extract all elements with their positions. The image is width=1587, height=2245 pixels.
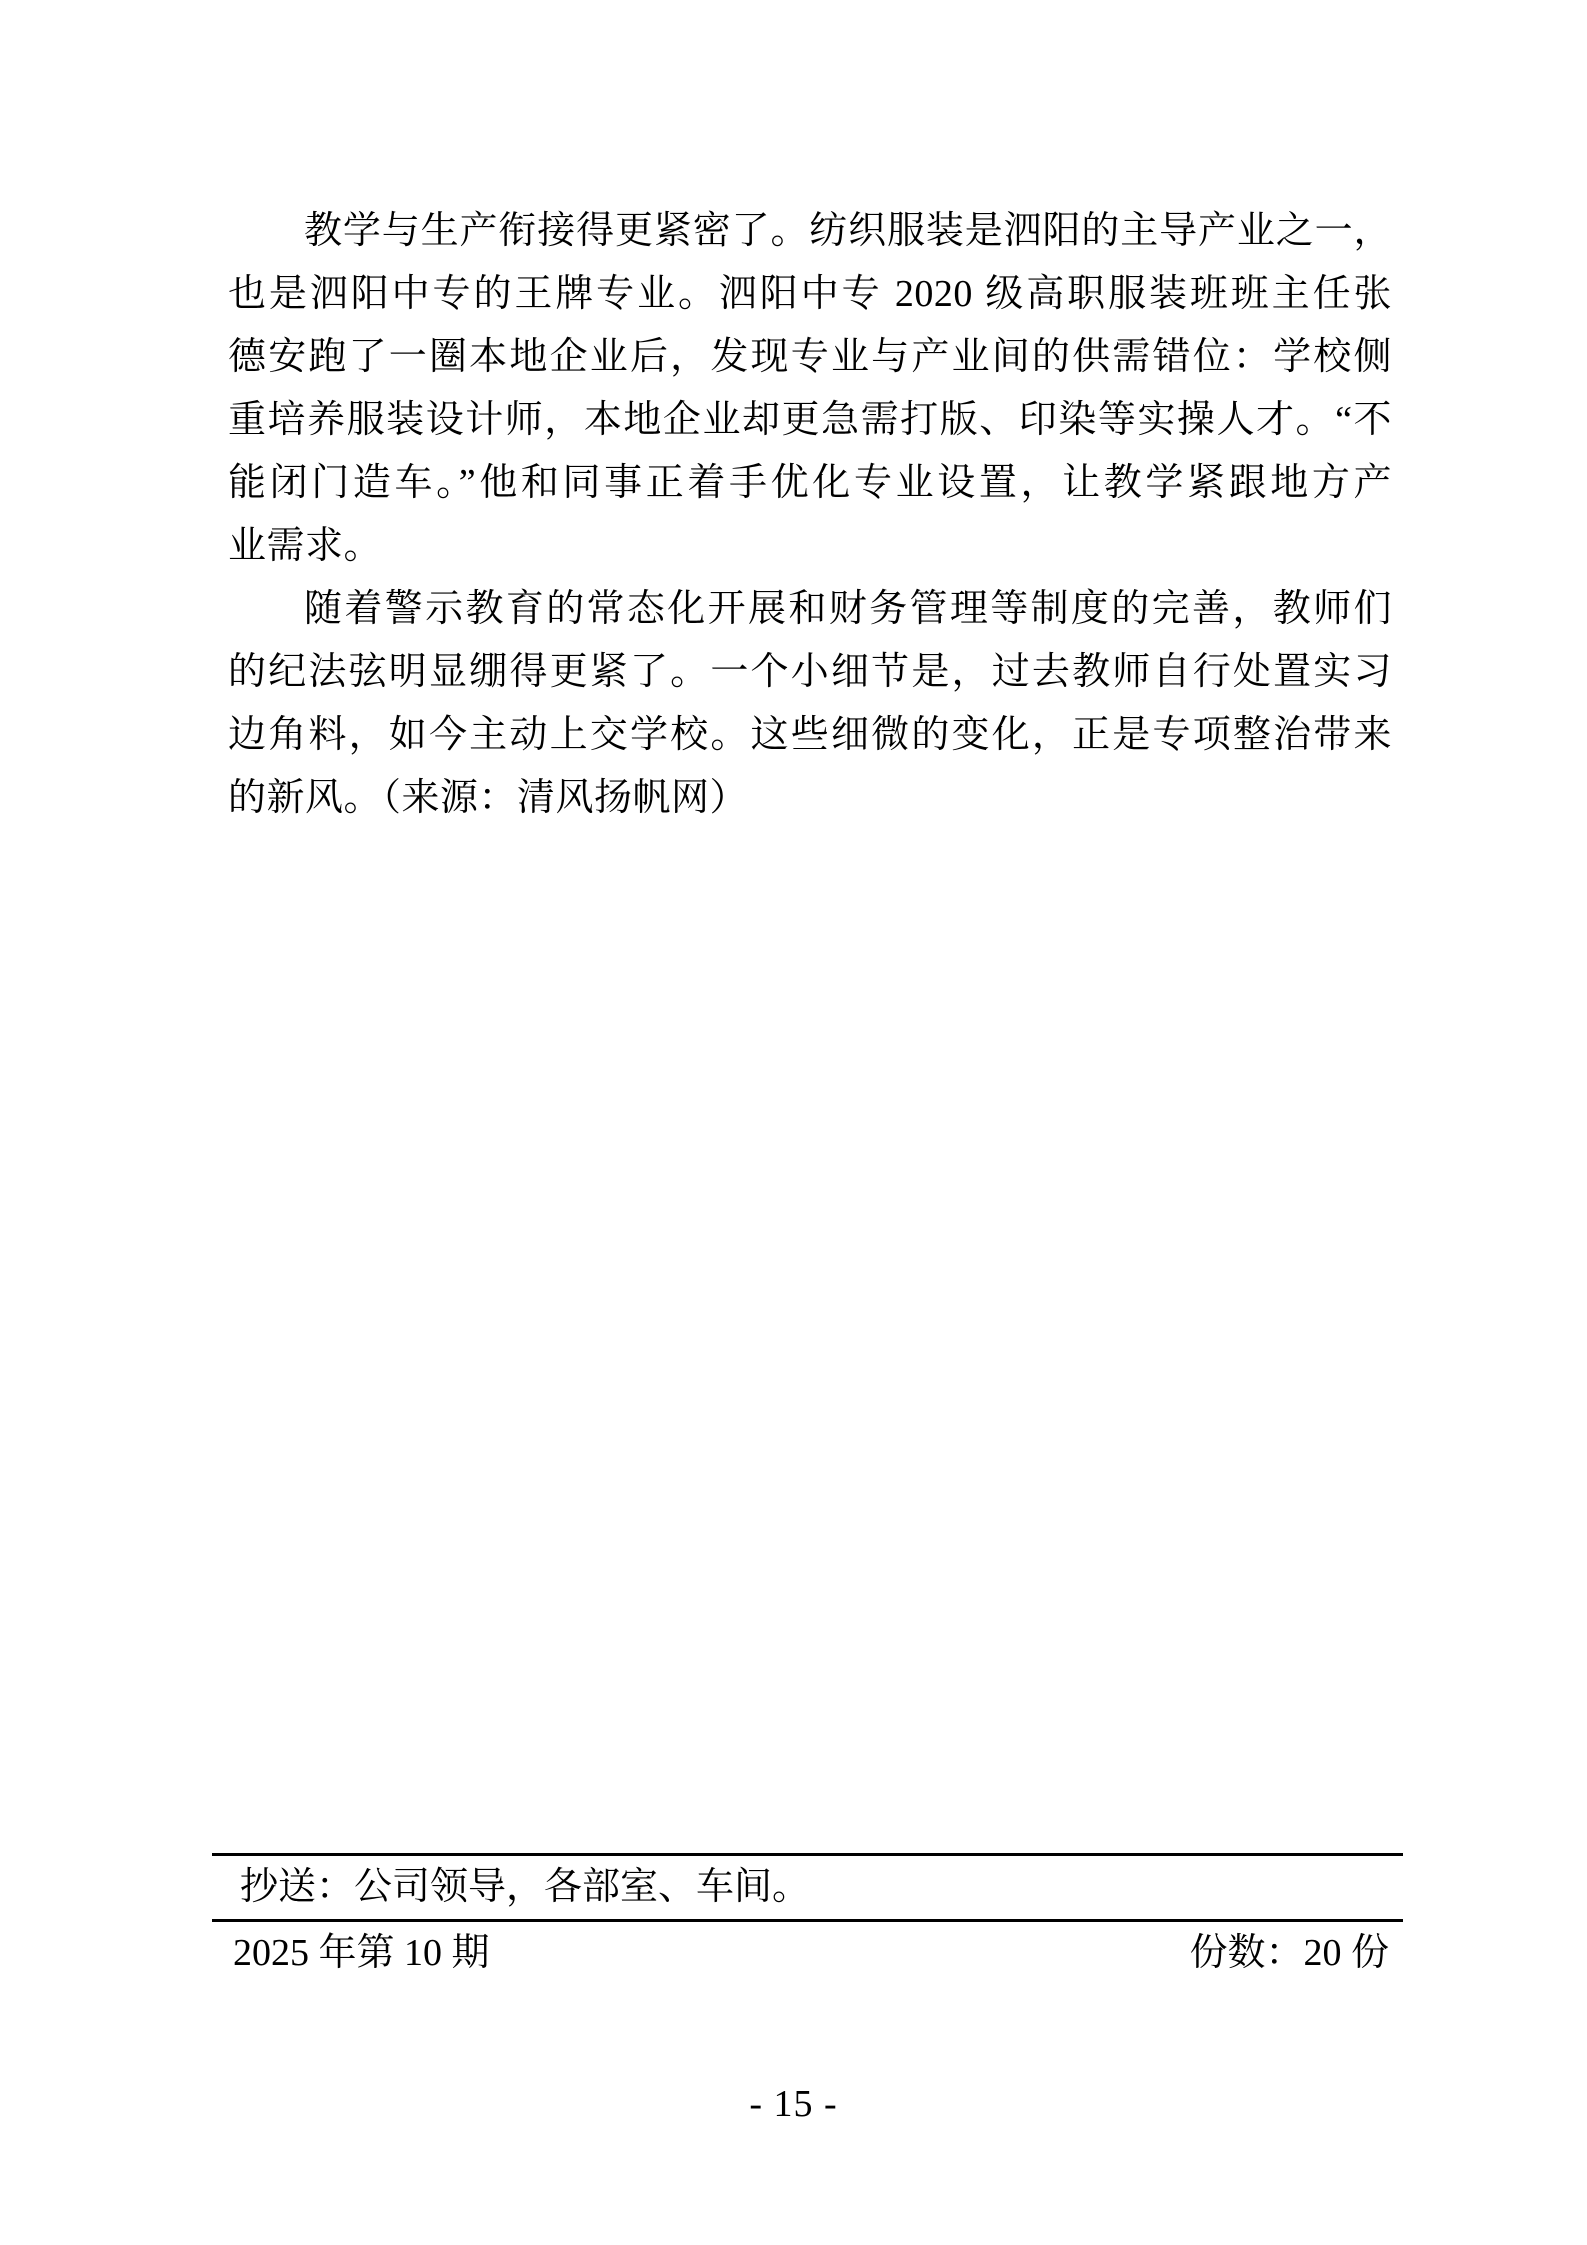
- text-line: 教学与生产衔接得更紧密了。纺织服装是泗阳的主导产业之一，: [304, 210, 1392, 252]
- issue-number: 2025 年第 10 期: [233, 1932, 490, 1974]
- text-line: 能闭门造车。”他和同事正着手优化专业设置，让教学紧跟地方产: [228, 462, 1392, 504]
- text-line: 重培养服装设计师，本地企业却更急需打版、印染等实操人才。“不: [228, 399, 1392, 441]
- text-line: 德安跑了一圈本地企业后，发现专业与产业间的供需错位：学校侧: [228, 336, 1392, 378]
- footer: [212, 1853, 1403, 1984]
- text-line: 随着警示教育的常态化开展和财务管理等制度的完善，教师们: [304, 588, 1392, 630]
- copy-to-row: [212, 1856, 1403, 1919]
- document-body: [228, 200, 1392, 830]
- text-line: 也是泗阳中专的王牌专业。泗阳中专 2020 级高职服装班班主任张: [228, 273, 1392, 315]
- issue-row: [212, 1922, 1403, 1984]
- text-line: 的纪法弦明显绷得更紧了。一个小细节是，过去教师自行处置实习: [228, 651, 1392, 693]
- text-line: 业需求。: [228, 525, 383, 567]
- page-number: - 15 -: [749, 2083, 838, 2125]
- copy-to-text: 抄送：公司领导，各部室、车间。: [240, 1866, 811, 1908]
- text-line: 的新风。（来源：清风扬帆网）: [228, 777, 749, 819]
- text-line: 边角料，如今主动上交学校。这些细微的变化，正是专项整治带来: [228, 714, 1392, 756]
- copies-count: 份数：20 份: [1189, 1932, 1389, 1974]
